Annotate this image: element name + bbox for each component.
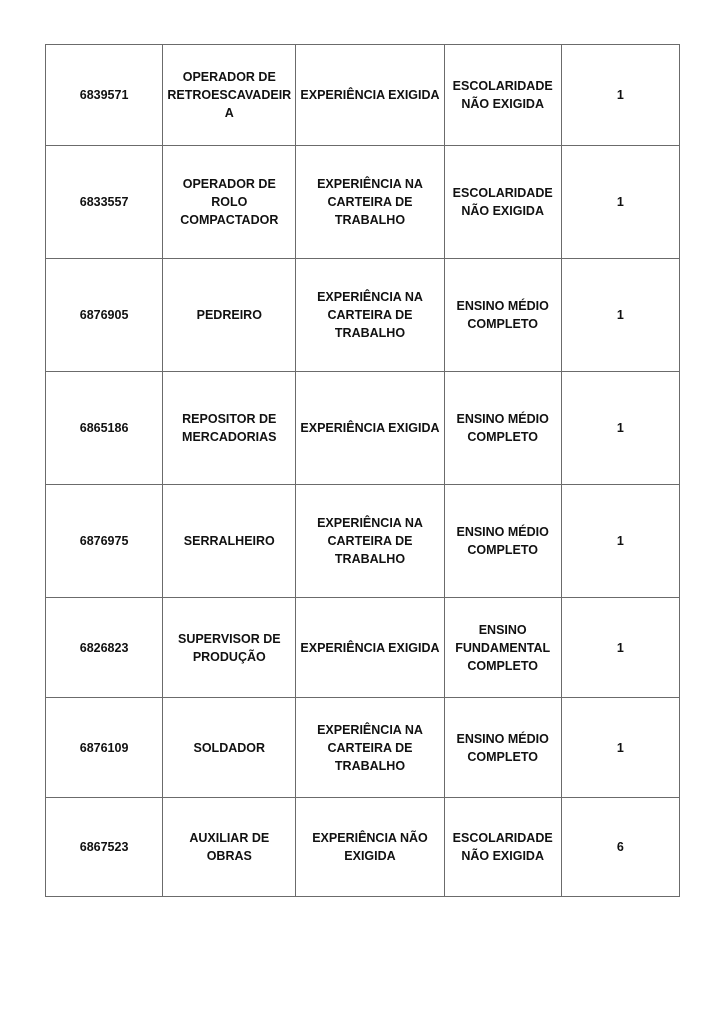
vacancy-code: 6876975	[46, 485, 163, 598]
experience-requirement: EXPERIÊNCIA NA CARTEIRA DE TRABALHO	[296, 698, 444, 798]
experience-requirement: EXPERIÊNCIA NA CARTEIRA DE TRABALHO	[296, 259, 444, 372]
vacancy-code: 6865186	[46, 372, 163, 485]
experience-requirement: EXPERIÊNCIA NÃO EXIGIDA	[296, 798, 444, 897]
job-title: SUPERVISOR DE PRODUÇÃO	[163, 598, 296, 698]
vacancy-code: 6876905	[46, 259, 163, 372]
job-title: OPERADOR DE ROLO COMPACTADOR	[163, 146, 296, 259]
education-requirement: ESCOLARIDADE NÃO EXIGIDA	[444, 146, 561, 259]
table-row	[46, 798, 680, 897]
table-row	[46, 698, 680, 798]
experience-requirement: EXPERIÊNCIA NA CARTEIRA DE TRABALHO	[296, 146, 444, 259]
experience-requirement: EXPERIÊNCIA EXIGIDA	[296, 598, 444, 698]
education-requirement: ESCOLARIDADE NÃO EXIGIDA	[444, 798, 561, 897]
table-row	[46, 485, 680, 598]
table-row	[46, 372, 680, 485]
table-row	[46, 259, 680, 372]
job-title: REPOSITOR DE MERCADORIAS	[163, 372, 296, 485]
job-title: AUXILIAR DE OBRAS	[163, 798, 296, 897]
vacancy-count: 1	[561, 372, 679, 485]
vacancy-count: 1	[561, 598, 679, 698]
table-row	[46, 45, 680, 146]
job-title: SOLDADOR	[163, 698, 296, 798]
vacancy-count: 1	[561, 485, 679, 598]
experience-requirement: EXPERIÊNCIA NA CARTEIRA DE TRABALHO	[296, 485, 444, 598]
experience-requirement: EXPERIÊNCIA EXIGIDA	[296, 45, 444, 146]
vacancy-code: 6826823	[46, 598, 163, 698]
vacancy-count: 1	[561, 45, 679, 146]
vacancy-count: 1	[561, 146, 679, 259]
vacancy-code: 6876109	[46, 698, 163, 798]
job-title: OPERADOR DE RETROESCAVADEIRA	[163, 45, 296, 146]
job-title: SERRALHEIRO	[163, 485, 296, 598]
vacancy-count: 1	[561, 259, 679, 372]
job-title: PEDREIRO	[163, 259, 296, 372]
table-row	[46, 146, 680, 259]
table-row	[46, 598, 680, 698]
vacancy-code: 6867523	[46, 798, 163, 897]
vacancy-count: 1	[561, 698, 679, 798]
vacancy-count: 6	[561, 798, 679, 897]
education-requirement: ENSINO MÉDIO COMPLETO	[444, 485, 561, 598]
education-requirement: ENSINO FUNDAMENTAL COMPLETO	[444, 598, 561, 698]
education-requirement: ENSINO MÉDIO COMPLETO	[444, 698, 561, 798]
vacancy-code: 6839571	[46, 45, 163, 146]
experience-requirement: EXPERIÊNCIA EXIGIDA	[296, 372, 444, 485]
education-requirement: ESCOLARIDADE NÃO EXIGIDA	[444, 45, 561, 146]
job-vacancies-table	[45, 44, 680, 897]
education-requirement: ENSINO MÉDIO COMPLETO	[444, 372, 561, 485]
education-requirement: ENSINO MÉDIO COMPLETO	[444, 259, 561, 372]
vacancy-code: 6833557	[46, 146, 163, 259]
